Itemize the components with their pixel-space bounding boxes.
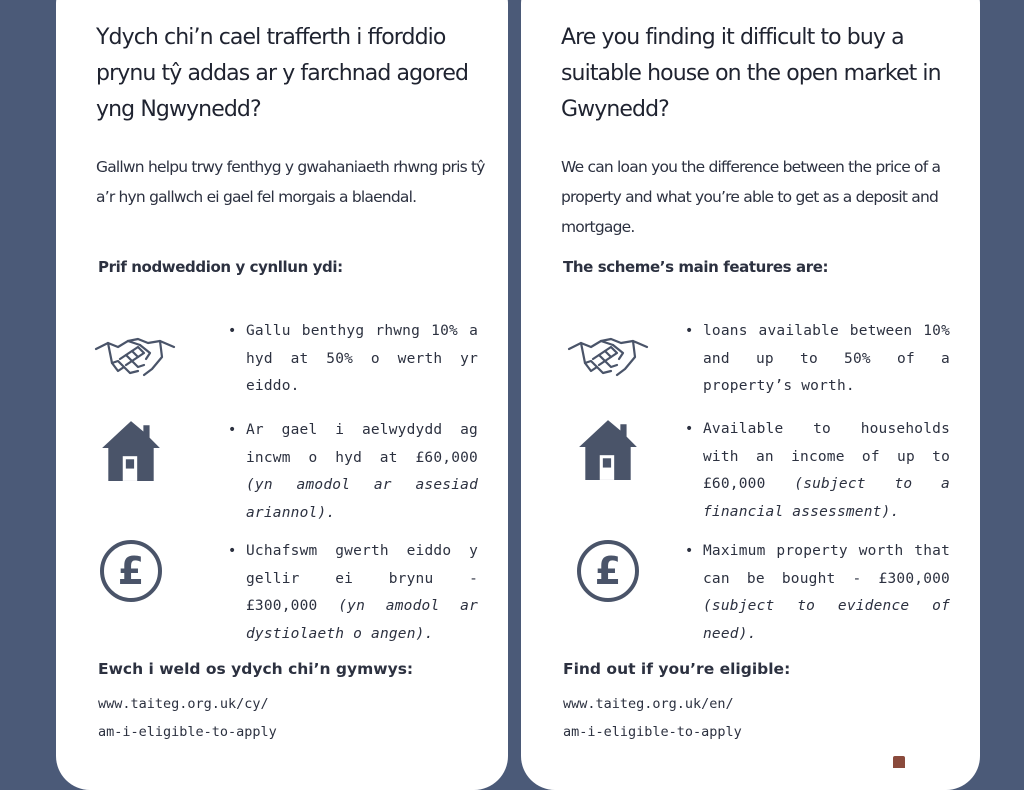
decorative-mark: [893, 756, 905, 768]
english-url-line1: www.taiteg.org.uk/en/: [563, 696, 734, 712]
handshake-icon: [94, 320, 176, 386]
english-feature-note: (subject to a financial assessment).: [703, 476, 950, 520]
welsh-feature-text: • Gallu benthyg rhwng 10% a hyd at 50% o werth yr eiddo.: [246, 318, 478, 401]
welsh-feature-note: (yn amodol ar asesiad ariannol).: [246, 477, 478, 521]
welsh-eligibility-heading: Ewch i weld os ydych chi’n gymwys:: [98, 660, 414, 678]
english-feature-text: • Available to households with an income of up to £60,000 (subject to a financial assessment).: [703, 416, 950, 526]
english-feature-note: (subject to evidence of need).: [703, 598, 950, 642]
english-eligibility-link[interactable]: [563, 690, 863, 746]
welsh-url-line1: www.taiteg.org.uk/cy/: [98, 696, 269, 712]
welsh-card: [56, 0, 508, 790]
welsh-subheading: Prif nodweddion y cynllun ydi:: [98, 258, 343, 276]
english-subheading: The scheme’s main features are:: [563, 258, 829, 276]
english-intro: We can loan you the difference between the price of a property and what you’re able to get as a deposit and mortgage.: [561, 158, 941, 236]
welsh-feature-note: (yn amodol ar dystiolaeth o angen).: [246, 598, 478, 642]
english-feature-text: • Maximum property worth that can be bought - £300,000 (subject to evidence of need).: [703, 538, 950, 648]
english-eligibility-heading: Find out if you’re eligible:: [563, 660, 791, 678]
english-heading: Are you finding it difficult to buy a suitable house on the open market in Gwynedd?: [561, 25, 941, 122]
english-url-line2: am-i-eligible-to-apply: [563, 724, 742, 740]
english-feature-text: • loans available between 10% and up to 50% of a property’s worth.: [703, 318, 950, 401]
welsh-url-line2: am-i-eligible-to-apply: [98, 724, 277, 740]
handshake-icon: [567, 320, 649, 386]
pound-icon: [575, 538, 641, 604]
welsh-eligibility-link[interactable]: [98, 690, 398, 746]
welsh-intro: Gallwn helpu trwy fenthyg y gwahaniaeth rhwng pris tŷ a’r hyn gallwch ei gael fel morgais a blaendal.: [96, 158, 485, 206]
english-card: [521, 0, 980, 790]
welsh-feature-text: • Uchafswm gwerth eiddo y gellir ei brynu - £300,000 (yn amodol ar dystiolaeth o angen).: [246, 538, 478, 648]
pound-icon: [98, 538, 164, 604]
welsh-heading: Ydych chi’n cael trafferth i fforddio prynu tŷ addas ar y farchnad agored yng Ngwynedd?: [96, 25, 469, 122]
house-icon: [577, 416, 639, 482]
house-icon: [100, 417, 162, 483]
welsh-feature-text: • Ar gael i aelwydydd ag incwm o hyd at £60,000 (yn amodol ar asesiad ariannol).: [246, 417, 478, 527]
